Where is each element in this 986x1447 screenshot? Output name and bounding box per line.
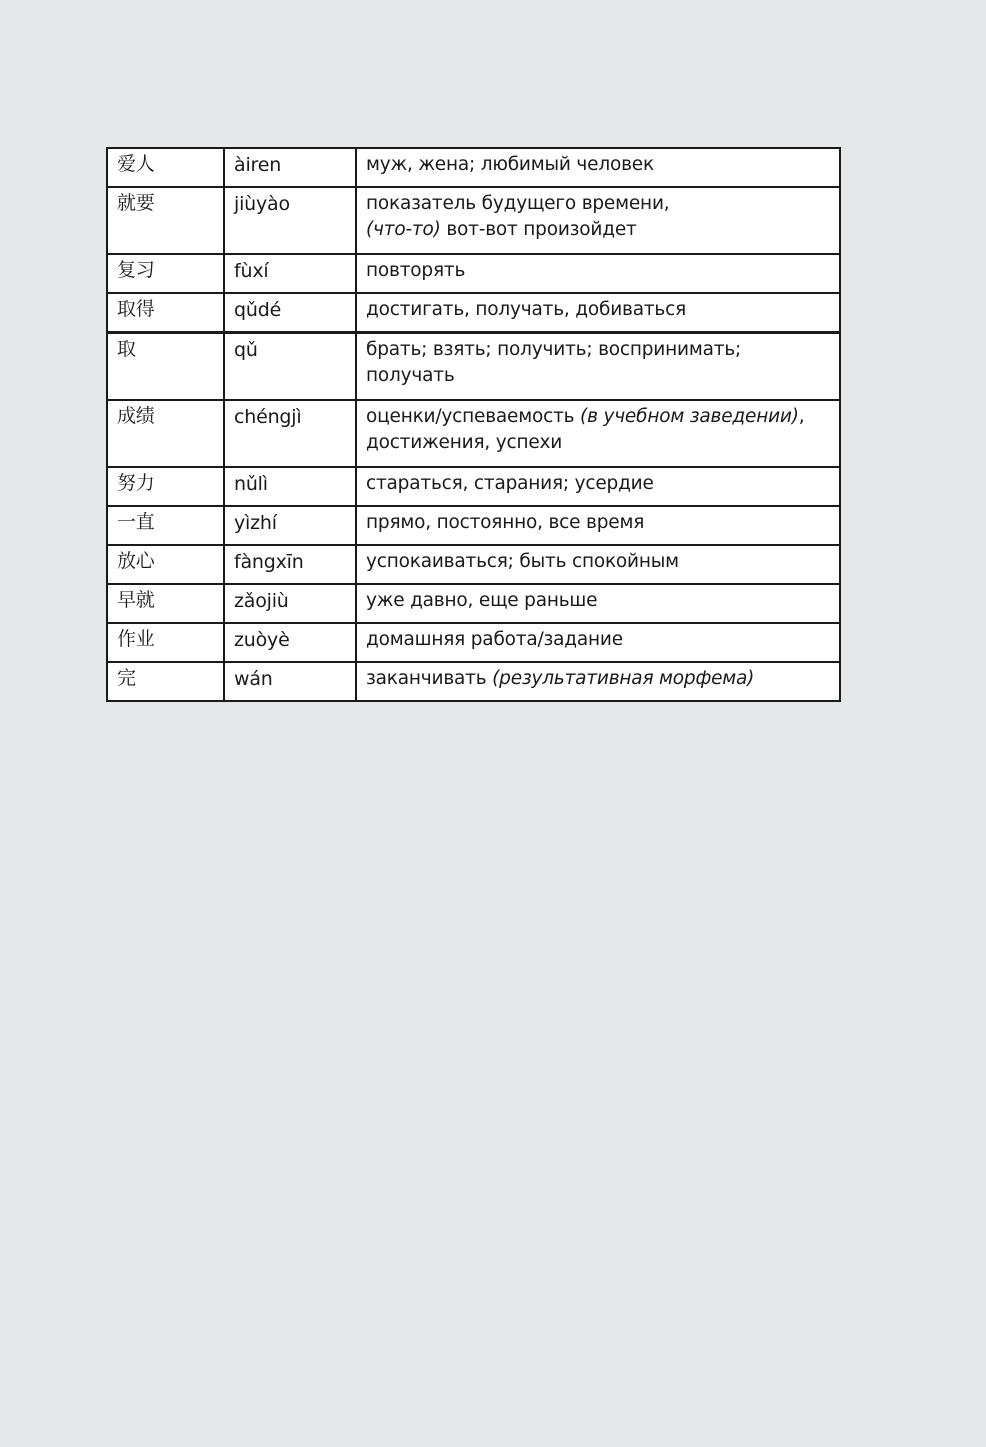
table-row <box>107 187 840 254</box>
hanzi-cell: 复习 <box>107 254 224 293</box>
meaning-text: брать; взять; получить; воспринимать; <box>366 339 742 360</box>
pinyin-cell: yìzhí <box>224 506 356 545</box>
pinyin-cell: jiùyào <box>224 187 356 254</box>
meaning-text: достижения, успехи <box>366 432 563 453</box>
meaning-text: повторять <box>366 260 466 281</box>
meaning-text: муж, жена; любимый человек <box>366 154 654 175</box>
hanzi-cell: 完 <box>107 662 224 701</box>
hanzi-cell: 放心 <box>107 545 224 584</box>
meaning-text: получать <box>366 365 455 386</box>
table-row <box>107 400 840 467</box>
vocabulary-table-body <box>107 148 840 701</box>
meaning-cell <box>356 148 840 187</box>
meaning-text: стараться, старания; усердие <box>366 473 654 494</box>
meaning-cell <box>356 293 840 333</box>
pinyin-cell: fàngxīn <box>224 545 356 584</box>
meaning-text: домашняя работа/задание <box>366 629 623 650</box>
pinyin-cell: zǎojiù <box>224 584 356 623</box>
meaning-cell <box>356 584 840 623</box>
table-row <box>107 333 840 401</box>
meaning-text: прямо, постоянно, все время <box>366 512 645 533</box>
table-row <box>107 148 840 187</box>
meaning-cell <box>356 545 840 584</box>
hanzi-cell: 取 <box>107 333 224 401</box>
pinyin-cell: fùxí <box>224 254 356 293</box>
table-row <box>107 623 840 662</box>
table-row <box>107 506 840 545</box>
hanzi-cell: 成绩 <box>107 400 224 467</box>
meaning-cell <box>356 254 840 293</box>
meaning-text: оценки/успеваемость <box>366 406 581 427</box>
pinyin-cell: qǔ <box>224 333 356 401</box>
pinyin-cell: wán <box>224 662 356 701</box>
hanzi-cell: 就要 <box>107 187 224 254</box>
meaning-text: достигать, получать, добиваться <box>366 299 687 320</box>
meaning-cell <box>356 662 840 701</box>
vocabulary-table <box>106 147 841 702</box>
hanzi-cell: 早就 <box>107 584 224 623</box>
meaning-text: вот-вот произойдет <box>440 219 637 240</box>
pinyin-cell: nǔlì <box>224 467 356 506</box>
meaning-cell <box>356 187 840 254</box>
pinyin-cell: qǔdé <box>224 293 356 333</box>
hanzi-cell: 取得 <box>107 293 224 333</box>
meaning-text: , <box>798 406 805 427</box>
meaning-cell <box>356 506 840 545</box>
table-row <box>107 467 840 506</box>
table-row <box>107 545 840 584</box>
meaning-note-text: (в учебном заведении) <box>580 406 799 427</box>
meaning-text: успокаиваться; быть спокойным <box>366 551 679 572</box>
table-row <box>107 584 840 623</box>
meaning-note-text: (что-то) <box>366 219 441 240</box>
pinyin-cell: zuòyè <box>224 623 356 662</box>
table-row <box>107 293 840 333</box>
meaning-cell <box>356 623 840 662</box>
meaning-note-text: (результативная морфема) <box>492 668 755 689</box>
hanzi-cell: 努力 <box>107 467 224 506</box>
meaning-cell <box>356 333 840 401</box>
meaning-cell <box>356 467 840 506</box>
meaning-text: заканчивать <box>366 668 493 689</box>
table-row <box>107 254 840 293</box>
meaning-text: показатель будущего времени, <box>366 193 670 214</box>
hanzi-cell: 作业 <box>107 623 224 662</box>
pinyin-cell: chéngjì <box>224 400 356 467</box>
table-row <box>107 662 840 701</box>
hanzi-cell: 一直 <box>107 506 224 545</box>
hanzi-cell: 爱人 <box>107 148 224 187</box>
meaning-cell <box>356 400 840 467</box>
pinyin-cell: àiren <box>224 148 356 187</box>
meaning-text: уже давно, еще раньше <box>366 590 598 611</box>
